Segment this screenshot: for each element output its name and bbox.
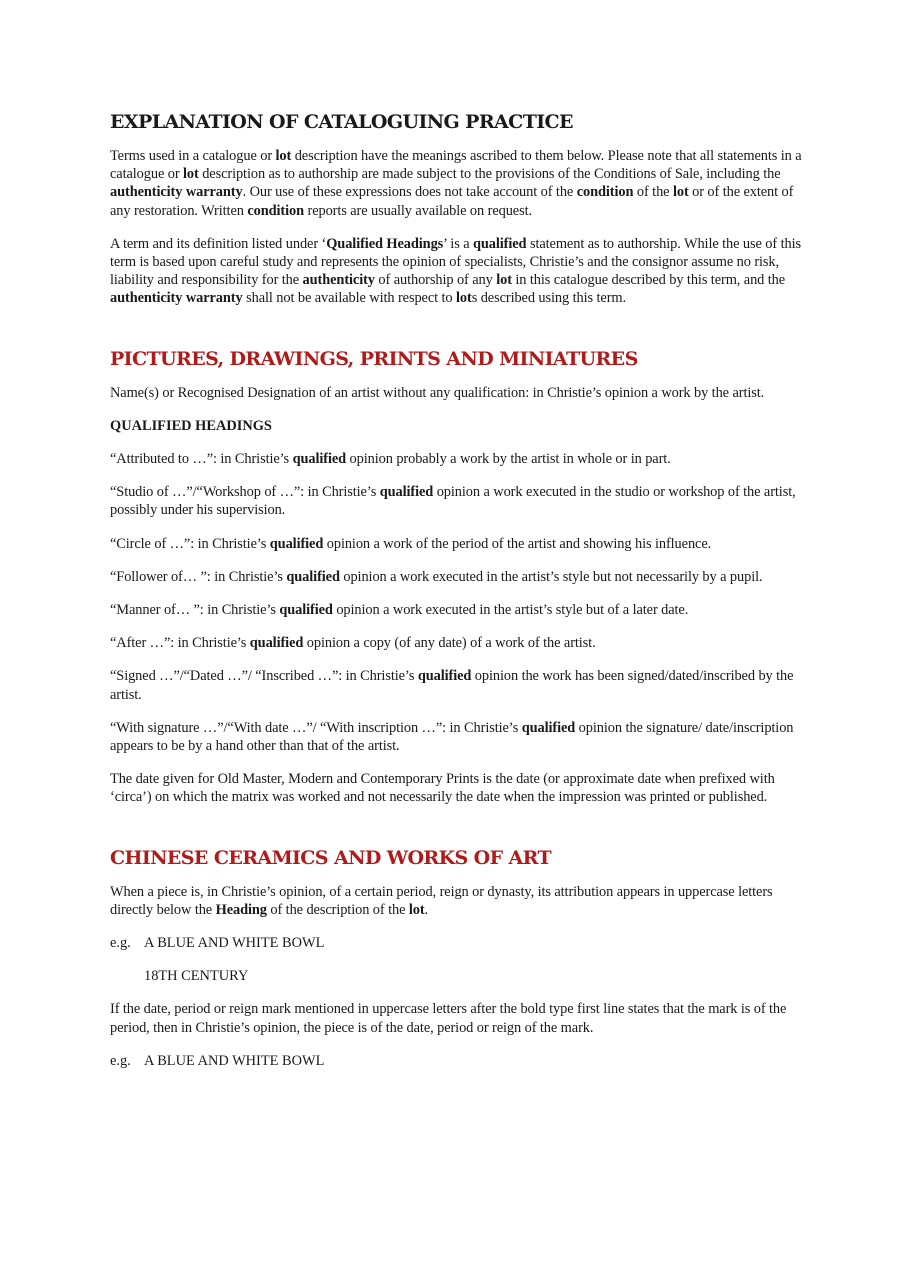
- cataloguing-intro-paragraph: Terms used in a catalogue or lot description have the meanings ascribed to them below. Please note that all statements in a catalogue or lot description as to authorship are made subject to the provisions of the Conditions of Sale, including the authenticity warranty. Our use of these expressions does not take account of the condition of the lot or of the extent of any restoration. Written condition reports are usually available on request.: [110, 148, 802, 219]
- reign-mark-paragraph: If the date, period or reign mark mentioned in uppercase letters after the bold type first line states that the mark is of the period, then in Christie’s opinion, the piece is of the date, period or reign of the mark.: [110, 1001, 787, 1036]
- ceramics-intro-paragraph: When a piece is, in Christie’s opinion, of a certain period, reign or dynasty, its attribution appears in uppercase letters directly below the Heading of the description of the lot.: [110, 883, 773, 918]
- bold-term: qualified: [292, 451, 347, 468]
- example-line: [110, 934, 810, 952]
- bold-term: qualified: [379, 484, 434, 501]
- bold-term: lot: [672, 184, 689, 201]
- bold-term: lot: [496, 272, 512, 289]
- bold-term: qualified: [286, 568, 340, 585]
- bold-term: qualified: [472, 235, 527, 252]
- example-heading: A BLUE AND WHITE BOWL: [144, 935, 325, 952]
- qualified-headings-subheading: QUALIFIED HEADINGS: [110, 417, 272, 434]
- bold-term: qualified: [521, 719, 576, 736]
- example-attribution: 18TH CENTURY: [144, 968, 249, 985]
- qualified-heading-item: “Circle of …”: in Christie’s qualified opinion a work of the period of the artist and showing his influence.: [110, 535, 712, 552]
- qualified-headings-paragraph: A term and its definition listed under ‘Qualified Headings’ is a qualified statement as to authorship. While the use of this term is based upon careful study and represents the opinion of specialists, Christie’s and the consignor assume no risk, liability and responsibility for the authenticity of authorship of any lot in this catalogue described by this term, and the authenticity warranty shall not be available with respect to lots described using this term.: [110, 235, 801, 307]
- bold-term: Qualified Headings: [326, 235, 444, 252]
- bold-term: lot: [408, 901, 425, 918]
- qualified-heading-item: “Signed …”/“Dated …”/ “Inscribed …”: in Christie’s qualified opinion the work has been signed/dated/inscribed by the artist.: [110, 668, 794, 703]
- prints-date-paragraph: The date given for Old Master, Modern and Contemporary Prints is the date (or approximate date when prefixed with ‘circa’) on which the matrix was worked and not necessarily the date when the impression was printed or published.: [110, 771, 775, 806]
- qualified-heading-item: “Manner of… ”: in Christie’s qualified opinion a work executed in the artist’s style but of a later date.: [110, 602, 689, 619]
- eg-label: e.g.: [110, 935, 131, 952]
- bold-term: lot: [456, 290, 472, 307]
- section-title-pictures: PICTURES, DRAWINGS, PRINTS AND MINIATURES: [110, 347, 638, 370]
- qualified-heading-item: “Follower of… ”: in Christie’s qualified opinion a work executed in the artist’s style but not necessarily by a pupil.: [110, 568, 763, 585]
- bold-term: qualified: [269, 535, 324, 552]
- example-line: [110, 967, 810, 985]
- section-title-chinese-ceramics: CHINESE CERAMICS AND WORKS OF ART: [110, 846, 552, 869]
- bold-term: lot: [183, 166, 199, 183]
- bold-term: qualified: [417, 668, 472, 685]
- eg-label: e.g.: [110, 1052, 131, 1069]
- example-heading: A BLUE AND WHITE BOWL: [144, 1052, 325, 1069]
- bold-term: authenticity warranty: [110, 184, 243, 201]
- qualified-heading-item: “With signature …”/“With date …”/ “With inscription …”: in Christie’s qualified opinion the signature/ date/inscription appears to be by a hand other than that of the artist.: [110, 719, 794, 755]
- document-page: [110, 108, 810, 1085]
- bold-term: condition: [576, 184, 634, 201]
- bold-term: authenticity: [302, 272, 375, 289]
- bold-term: lot: [275, 148, 292, 164]
- section-title-cataloguing-practice: EXPLANATION OF CATALOGUING PRACTICE: [110, 111, 573, 133]
- bold-term: qualified: [249, 635, 304, 652]
- bold-term: Heading: [215, 901, 267, 918]
- qualified-heading-item: “After …”: in Christie’s qualified opinion a copy (of any date) of a work of the artist.: [110, 635, 596, 652]
- bold-term: authenticity warranty: [110, 290, 243, 307]
- qualified-heading-item: “Studio of …”/“Workshop of …”: in Christie’s qualified opinion a work executed in the studio or workshop of the artist, possibly under his supervision.: [110, 484, 796, 519]
- bold-term: qualified: [279, 602, 333, 619]
- bold-term: condition: [247, 202, 305, 219]
- pictures-intro-paragraph: Name(s) or Recognised Designation of an artist without any qualification: in Christie’s opinion a work by the artist.: [110, 384, 765, 401]
- qualified-heading-item: “Attributed to …”: in Christie’s qualified opinion probably a work by the artist in whole or in part.: [110, 451, 671, 468]
- example-line: [110, 1052, 810, 1070]
